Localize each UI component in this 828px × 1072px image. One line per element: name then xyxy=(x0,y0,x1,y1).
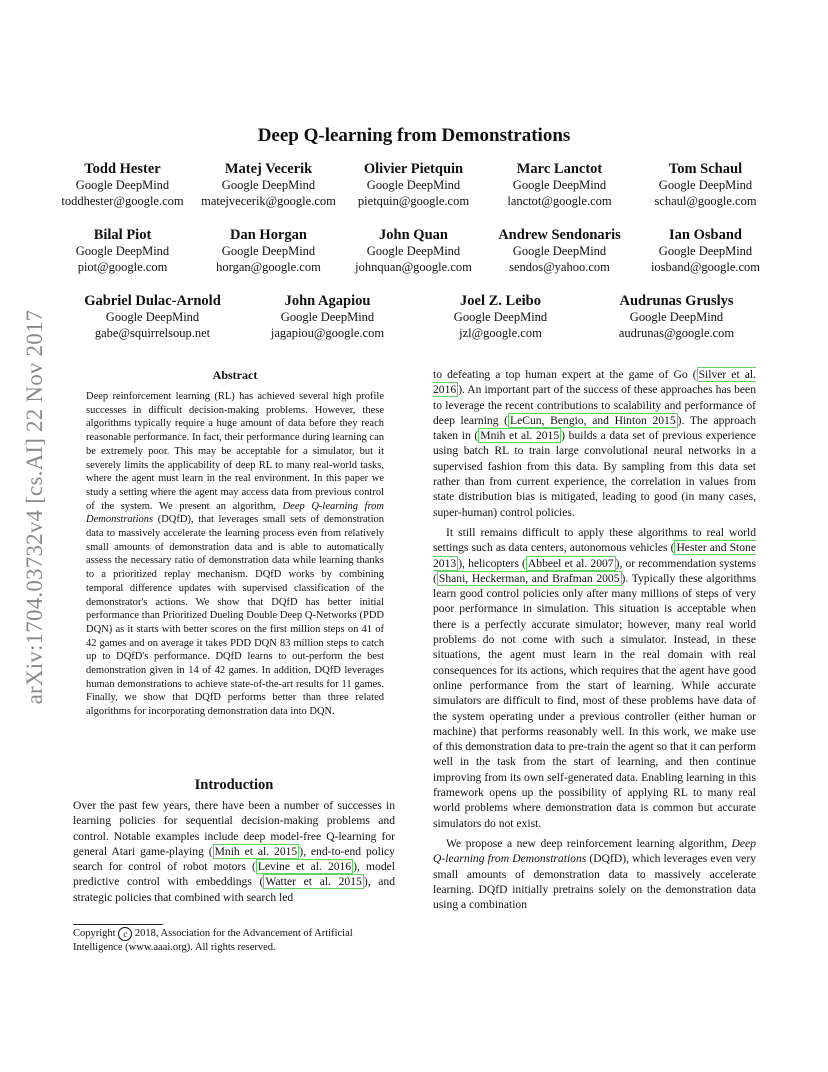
text-run: to defeating a top human expert at the game of Go ( xyxy=(433,368,697,381)
author-block xyxy=(633,160,778,209)
text-run: (DQfD), which leverages even very small amounts of demonstration data to massively accelerate learning. DQfD initially pretrains solely on the demonstration data using a combination xyxy=(433,852,756,912)
author-block xyxy=(50,160,195,209)
abstract-heading: Abstract xyxy=(212,368,258,382)
arxiv-stamp xyxy=(22,262,48,752)
author-name: Andrew Sendonaris xyxy=(498,227,621,243)
author-affiliation: Google DeepMind xyxy=(658,178,753,192)
author-affiliation: Google DeepMind xyxy=(75,178,170,192)
body-paragraph xyxy=(433,367,756,520)
text-run: ), and strategic policies that combined with search led xyxy=(73,875,395,904)
citation-link[interactable]: Watter et al. 2015 xyxy=(265,875,362,889)
author-email: sendos@yahoo.com xyxy=(509,259,610,274)
author-block xyxy=(196,160,341,209)
author-block xyxy=(245,292,410,341)
author-affiliation: Google DeepMind xyxy=(629,310,724,324)
author-block xyxy=(633,226,778,275)
author-affiliation: Google DeepMind xyxy=(512,178,607,192)
text-run: ), end-to-end policy search for control of robot motors ( xyxy=(73,844,395,874)
author-email: matejvecerik@google.com xyxy=(201,193,336,208)
footnote-rule xyxy=(73,924,163,925)
author-name: John Quan xyxy=(379,227,448,243)
author-affiliation: Google DeepMind xyxy=(280,310,375,324)
author-block xyxy=(50,226,195,275)
text-run: ). Typically these algorithms learn good control policies only after many millions of steps of very poor performance in simulation. This situation is acceptable when there is a perfectly accurate simulator; however, many real world problems do not come with such a simulator. Instead, in these situations, the agent must learn in the real domain with real consequences for its actions, which requires that the agent have good online performance from the start of learning. While accurate simulators are difficult to find, most of these problems have data of the system operating under a previous controller (either human or machine) that performs reasonably well. In this work, we make use of this demonstration data to pre-train the agent so that it can perform well in the task from the start of learning, and then continue improving from its own self-generated data. Enabling learning in this framework opens up the possibility of applying RL to many real world problems where demonstration data is common but accurate simulators do not exist. xyxy=(433,571,757,830)
author-email: lanctot@google.com xyxy=(507,193,612,208)
author-affiliation: Google DeepMind xyxy=(512,244,607,258)
author-name: Gabriel Dulac-Arnold xyxy=(84,293,221,309)
text-run: ), model predictive control with embeddings ( xyxy=(73,860,395,889)
author-block xyxy=(418,292,583,341)
author-email: johnquan@google.com xyxy=(355,259,472,274)
text-run: ), helicopters ( xyxy=(458,556,526,570)
author-name: Ian Osband xyxy=(669,227,742,243)
author-name: John Agapiou xyxy=(284,293,371,309)
copyright-symbol-letter: c xyxy=(123,929,128,939)
citation-link[interactable]: Silver et al. 2016 xyxy=(433,368,756,397)
citation-link[interactable]: LeCun, Bengio, and Hinton 2015 xyxy=(510,413,676,427)
citation-link[interactable]: Levine et al. 2016 xyxy=(257,860,352,874)
abstract-text xyxy=(86,390,384,719)
author-name: Tom Schaul xyxy=(668,161,743,177)
author-name: Todd Hester xyxy=(84,161,161,177)
author-block xyxy=(196,226,341,275)
author-affiliation: Google DeepMind xyxy=(75,244,170,258)
arxiv-stamp-text: arXiv:1704.03732v4 [cs.AI] 22 Nov 2017 xyxy=(22,309,47,705)
copyright-text: 2018, Association for the Advancement of Artificial Intelligence (www.aaai.org). All rights reserved. xyxy=(73,928,353,953)
author-block xyxy=(487,226,632,275)
section-heading-introduction: Introduction xyxy=(194,777,274,793)
author-email: schaul@google.com xyxy=(654,193,757,208)
body-paragraph xyxy=(433,836,756,912)
paper-title: Deep Q-learning from Demonstrations xyxy=(257,125,571,146)
author-block xyxy=(594,292,759,341)
author-name: Dan Horgan xyxy=(230,227,307,243)
author-name: Marc Lanctot xyxy=(516,161,603,177)
body-paragraph xyxy=(433,525,756,831)
author-affiliation: Google DeepMind xyxy=(366,244,461,258)
author-email: jzl@google.com xyxy=(459,325,542,340)
author-name: Joel Z. Leibo xyxy=(460,293,541,309)
text-run: ). The approach taken in ( xyxy=(433,413,757,443)
author-email: horgan@google.com xyxy=(216,259,321,274)
author-block xyxy=(341,160,486,209)
text-run: ). An important part of the success of these approaches has been to leverage the recent contributions to scalability and performance of deep learning ( xyxy=(433,383,756,427)
abstract-text-part: (DQfD), that leverages small sets of demonstration data to massively accelerate the learning process even from relatively small amounts of demonstration data and is able to automatically assess the necessary ratio of demonstration data while learning thanks to a prioritized replay mechanism. DQfD works by combining temporal difference updates with supervised classification of the demonstrator's actions. We show that DQfD has better initial performance than Prioritized Dueling Double Deep Q-Networks (PDD DQN) as it starts with better scores on the first million steps on 41 of 42 games and on average it takes PDD DQN 83 million steps to catch up to DQfD's performance. DQfD learns to out-perform the best demonstration given in 14 of 42 games. In addition, DQfD leverages human demonstrations to achieve state-of-the-art results for 11 games. Finally, we show that DQfD performs better than three related algorithms for incorporating demonstration data into DQN. xyxy=(86,514,384,718)
abstract-text-part: Deep reinforcement learning (RL) has achieved several high profile successes in difficult decision-making problems. However, these algorithms typically require a huge amount of data before they reach reasonable performance. In fact, their performance during learning can be extremely poor. This may be acceptable for a simulator, but it severely limits the applicability of deep RL to many real-world tasks, where the agent must learn in the real environment. In this paper we study a setting where the agent may access data from previous control of the system. We present an algorithm, xyxy=(86,391,384,512)
copyright-text: Copyright xyxy=(73,928,119,939)
text-run: ) builds a data set of previous experience using batch RL to train large convolutional neural networks in a supervised fashion from this data. By sampling from this data set rather than from current experience, the correlation in values from state distribution bias is mitigated, leading to good (in many cases, super-human) control policies. xyxy=(433,429,756,519)
copyright-notice xyxy=(73,927,395,955)
abstract-method-name: Deep Q-learning from Demonstrations xyxy=(86,500,384,526)
intro-paragraph xyxy=(73,798,395,905)
author-affiliation: Google DeepMind xyxy=(221,244,316,258)
copyright-symbol xyxy=(118,927,132,941)
author-affiliation: Google DeepMind xyxy=(105,310,200,324)
citation-link[interactable]: Shani, Heckerman, and Brafman 2005 xyxy=(438,571,620,585)
author-email: pietquin@google.com xyxy=(357,193,470,208)
text-run: Over the past few years, there have been a number of successes in learning policies for sequential decision-making problems and control. Notable examples include deep model-free Q-learning for general Atari game-playing ( xyxy=(73,799,395,858)
author-name: Olivier Pietquin xyxy=(363,161,464,177)
author-block xyxy=(341,226,486,275)
author-email: jagapiou@google.com xyxy=(270,325,385,340)
author-block xyxy=(487,160,632,209)
author-email: gabe@squirrelsoup.net xyxy=(94,325,211,340)
author-email: toddhester@google.com xyxy=(61,193,184,208)
author-block xyxy=(70,292,235,341)
text-run: ), or recommendation systems ( xyxy=(433,556,756,585)
author-affiliation: Google DeepMind xyxy=(453,310,548,324)
author-name: Audrunas Gruslys xyxy=(619,293,734,309)
citation-link[interactable]: Mnih et al. 2015 xyxy=(214,844,298,858)
citation-link[interactable]: Hester and Stone 2013 xyxy=(433,541,756,570)
text-run: It still remains difficult to apply these algorithms to real world settings such as data centers, autonomous vehicles ( xyxy=(433,525,756,555)
right-column xyxy=(433,367,756,917)
author-email: iosband@google.com xyxy=(650,259,761,274)
author-name: Bilal Piot xyxy=(93,227,152,243)
citation-link[interactable]: Abbeel et al. 2007 xyxy=(527,556,614,570)
method-name: Deep Q-learning from Demonstrations xyxy=(433,836,756,866)
author-affiliation: Google DeepMind xyxy=(658,244,753,258)
author-email: audrunas@google.com xyxy=(618,325,735,340)
author-name: Matej Vecerik xyxy=(224,161,313,177)
citation-link[interactable]: Mnih et al. 2015 xyxy=(480,429,560,443)
author-affiliation: Google DeepMind xyxy=(366,178,461,192)
author-email: piot@google.com xyxy=(77,259,168,274)
author-affiliation: Google DeepMind xyxy=(221,178,316,192)
text-run: We propose a new deep reinforcement learning algorithm, xyxy=(446,836,732,850)
